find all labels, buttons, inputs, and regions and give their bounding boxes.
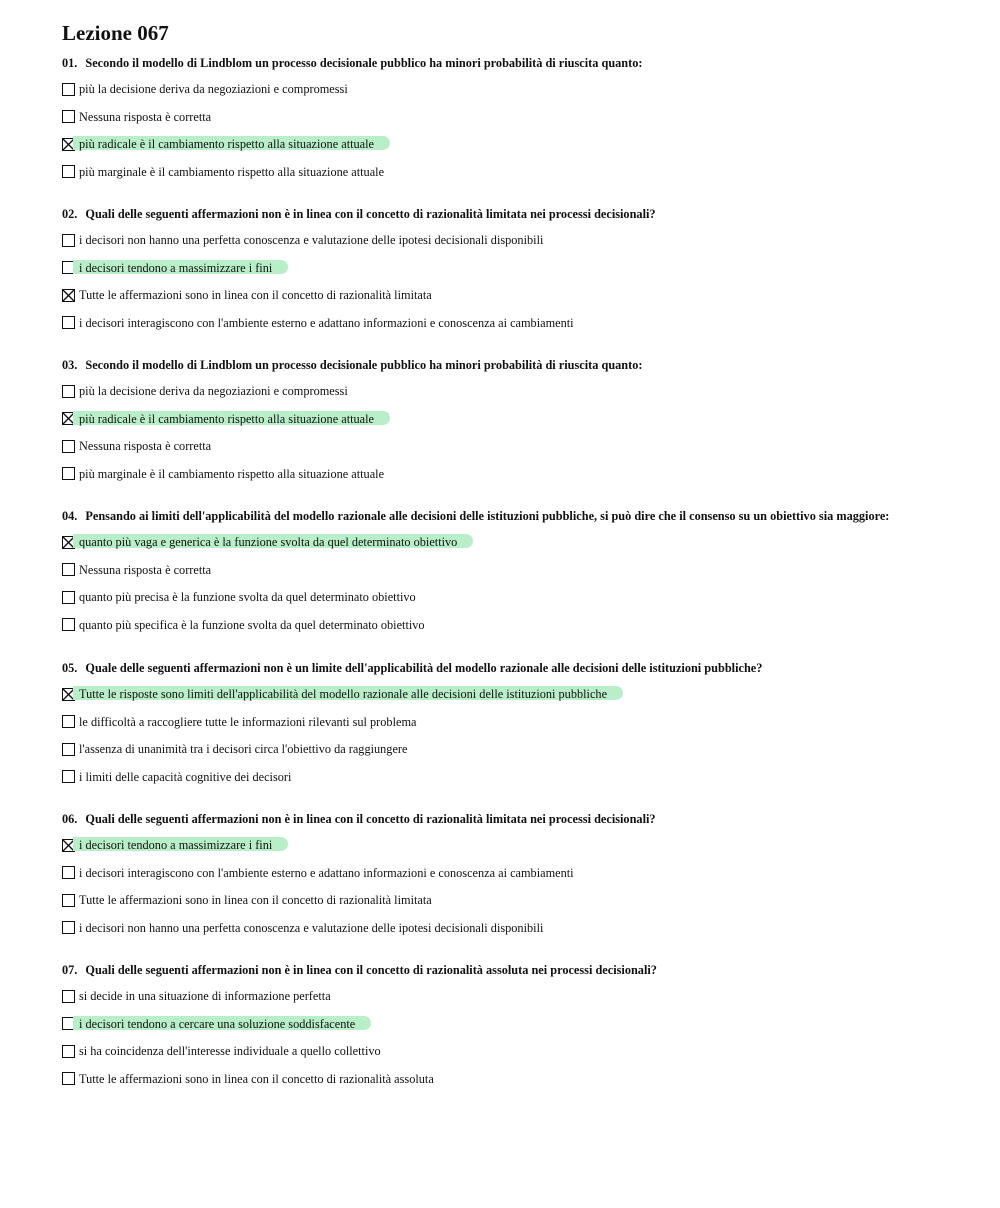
- option-label: i limiti delle capacità cognitive dei decisori: [79, 769, 292, 784]
- answer-option[interactable]: [62, 714, 762, 730]
- option-label: i decisori tendono a cercare una soluzione soddisfacente: [79, 1016, 356, 1031]
- answer-option[interactable]: [62, 534, 889, 550]
- question-label: Pensando ai limiti dell'applicabilità del modello razionale alle decisioni delle istituzioni pubbliche, si può dire che il consenso su un obiettivo sia maggiore:: [85, 509, 890, 523]
- option-label: Tutte le affermazioni sono in linea con il concetto di razionalità assoluta: [79, 1071, 434, 1086]
- checkbox[interactable]: [62, 591, 75, 604]
- answer-option[interactable]: [62, 837, 656, 853]
- answer-option[interactable]: [62, 920, 656, 936]
- option-label-wrap: [79, 740, 407, 758]
- checkbox[interactable]: [62, 316, 75, 329]
- option-label: Nessuna risposta è corretta: [79, 439, 212, 453]
- question-label: Quali delle seguenti affermazioni non è in linea con il concetto di razionalità limitata nei processi decisionali?: [85, 812, 656, 826]
- option-label: i decisori non hanno una perfetta conoscenza e valutazione delle ipotesi decisionali disponibili: [79, 920, 544, 935]
- question-text: [62, 811, 656, 827]
- question-block: [62, 508, 889, 633]
- option-label-wrap: [79, 891, 432, 909]
- question-number: 04.: [62, 509, 78, 523]
- option-label: più la decisione deriva da negoziazioni e compromessi: [79, 82, 348, 96]
- option-label-wrap: [79, 836, 272, 854]
- option-label-wrap: [79, 465, 384, 483]
- option-label: i decisori interagiscono con l'ambiente esterno e adattano informazioni e conoscenza ai cambiamenti: [79, 865, 574, 880]
- question-text: [62, 206, 656, 222]
- answer-option[interactable]: [62, 892, 656, 908]
- option-label-wrap: [79, 135, 374, 153]
- checkbox[interactable]: [62, 715, 75, 728]
- question-number: 05.: [62, 661, 78, 675]
- question-number: 06.: [62, 812, 78, 826]
- answer-option[interactable]: [62, 617, 889, 633]
- question-text: [62, 962, 657, 978]
- option-label-wrap: [79, 231, 543, 249]
- question-label: Secondo il modello di Lindblom un processo decisionale pubblico ha minori probabilità di riuscita quanto:: [85, 56, 643, 70]
- option-label: i decisori tendono a massimizzare i fini: [79, 838, 273, 852]
- option-label: più marginale è il cambiamento rispetto alla situazione attuale: [79, 466, 385, 481]
- answer-option[interactable]: [62, 315, 656, 331]
- answer-option[interactable]: [62, 769, 762, 785]
- checkbox[interactable]: [62, 990, 75, 1003]
- option-label-wrap: [79, 616, 425, 634]
- option-label: Tutte le affermazioni sono in linea con il concetto di razionalità limitata: [79, 288, 432, 302]
- checkbox[interactable]: [62, 894, 75, 907]
- question-text: [62, 660, 762, 676]
- checkbox[interactable]: [62, 1045, 75, 1058]
- question-number: 07.: [62, 963, 78, 977]
- question-text: [62, 357, 643, 373]
- checkbox[interactable]: [62, 921, 75, 934]
- option-label: più marginale è il cambiamento rispetto alla situazione attuale: [79, 164, 385, 179]
- answer-option[interactable]: [62, 136, 643, 152]
- option-label-wrap: [79, 685, 607, 703]
- answer-option[interactable]: [62, 562, 889, 578]
- option-label-wrap: [79, 163, 384, 181]
- answer-option[interactable]: [62, 589, 889, 605]
- option-label-wrap: [79, 259, 272, 277]
- answer-option[interactable]: [62, 1043, 657, 1059]
- answer-option[interactable]: [62, 741, 762, 757]
- answer-option[interactable]: [62, 466, 643, 482]
- question-block: [62, 55, 643, 180]
- checkbox[interactable]: [62, 743, 75, 756]
- option-label: Nessuna risposta è corretta: [79, 562, 212, 577]
- question-block: [62, 206, 656, 331]
- option-label: quanto più precisa è la funzione svolta da quel determinato obiettivo: [79, 590, 416, 604]
- option-label: i decisori non hanno una perfetta conoscenza e valutazione delle ipotesi decisionali disponibili: [79, 233, 544, 247]
- answer-option[interactable]: [62, 865, 656, 881]
- answer-option[interactable]: [62, 383, 643, 399]
- question-number: 02.: [62, 207, 78, 221]
- option-label-wrap: [79, 864, 574, 882]
- checkbox[interactable]: [62, 385, 75, 398]
- checkbox[interactable]: [62, 1072, 75, 1085]
- option-label: si decide in una situazione di informazione perfetta: [79, 989, 331, 1003]
- checkbox[interactable]: [62, 83, 75, 96]
- checkbox[interactable]: [62, 165, 75, 178]
- option-label-wrap: [79, 561, 211, 579]
- option-label-wrap: [79, 768, 291, 786]
- question-block: [62, 962, 657, 1087]
- question-text: [62, 508, 889, 524]
- question-block: [62, 660, 762, 785]
- option-label: l'assenza di unanimità tra i decisori circa l'obiettivo da raggiungere: [79, 742, 408, 756]
- option-label-wrap: [79, 286, 432, 304]
- option-label-wrap: [79, 437, 211, 455]
- option-label-wrap: [79, 987, 331, 1005]
- checkbox[interactable]: [62, 110, 75, 123]
- question-label: Quale delle seguenti affermazioni non è un limite dell'applicabilità del modello razionale alle decisioni delle istituzioni pubbliche?: [85, 661, 763, 675]
- option-label: più radicale è il cambiamento rispetto alla situazione attuale: [79, 411, 375, 426]
- question-block: [62, 357, 643, 482]
- question-text: [62, 55, 643, 71]
- answer-option[interactable]: [62, 81, 643, 97]
- option-label-wrap: [79, 80, 348, 98]
- answer-option[interactable]: [62, 260, 656, 276]
- option-label: più radicale è il cambiamento rispetto alla situazione attuale: [79, 137, 375, 151]
- option-label: Tutte le risposte sono limiti dell'applicabilità del modello razionale alle decisioni delle istituzioni pubbliche: [79, 687, 608, 701]
- option-label-wrap: [79, 588, 416, 606]
- question-number: 01.: [62, 56, 78, 70]
- option-label-wrap: [79, 1070, 434, 1088]
- option-label: più la decisione deriva da negoziazioni e compromessi: [79, 384, 348, 398]
- checkbox[interactable]: [62, 467, 75, 480]
- answer-option[interactable]: [62, 686, 762, 702]
- question-label: Quali delle seguenti affermazioni non è in linea con il concetto di razionalità assoluta nei processi decisionali?: [85, 963, 657, 977]
- checkbox[interactable]: [62, 234, 75, 247]
- answer-option[interactable]: [62, 287, 656, 303]
- option-label-wrap: [79, 382, 348, 400]
- question-label: Secondo il modello di Lindblom un processo decisionale pubblico ha minori probabilità di riuscita quanto:: [85, 358, 643, 372]
- option-label-wrap: [79, 1042, 381, 1060]
- answer-option[interactable]: [62, 1016, 657, 1032]
- checked-checkbox[interactable]: [62, 289, 75, 302]
- checkbox[interactable]: [62, 866, 75, 879]
- option-label: i decisori tendono a massimizzare i fini: [79, 260, 273, 275]
- answer-option[interactable]: [62, 438, 643, 454]
- option-label: le difficoltà a raccogliere tutte le informazioni rilevanti sul problema: [79, 714, 417, 729]
- option-label: si ha coincidenza dell'interesse individuale a quello collettivo: [79, 1044, 381, 1058]
- question-block: [62, 811, 656, 936]
- option-label-wrap: [79, 314, 574, 332]
- option-label-wrap: [79, 1015, 355, 1033]
- question-number: 03.: [62, 358, 78, 372]
- checkbox[interactable]: [62, 440, 75, 453]
- option-label: Tutte le affermazioni sono in linea con il concetto di razionalità limitata: [79, 893, 432, 907]
- answer-option[interactable]: [62, 232, 656, 248]
- option-label: i decisori interagiscono con l'ambiente esterno e adattano informazioni e conoscenza ai cambiamenti: [79, 315, 574, 330]
- option-label-wrap: [79, 410, 374, 428]
- option-label: quanto più specifica è la funzione svolta da quel determinato obiettivo: [79, 617, 425, 632]
- answer-option[interactable]: [62, 109, 643, 125]
- x-mark-icon: [62, 289, 75, 302]
- checkbox[interactable]: [62, 770, 75, 783]
- option-label-wrap: [79, 713, 416, 731]
- answer-option[interactable]: [62, 411, 643, 427]
- answer-option[interactable]: [62, 164, 643, 180]
- option-label: quanto più vaga e generica è la funzione svolta da quel determinato obiettivo: [79, 535, 458, 549]
- answer-option[interactable]: [62, 1071, 657, 1087]
- option-label-wrap: [79, 919, 543, 937]
- option-label: Nessuna risposta è corretta: [79, 109, 212, 124]
- checkbox[interactable]: [62, 618, 75, 631]
- checkbox[interactable]: [62, 563, 75, 576]
- option-label-wrap: [79, 533, 457, 551]
- option-label-wrap: [79, 108, 211, 126]
- question-label: Quali delle seguenti affermazioni non è in linea con il concetto di razionalità limitata nei processi decisionali?: [85, 207, 656, 221]
- answer-option[interactable]: [62, 988, 657, 1004]
- page-title: Lezione 067: [62, 21, 169, 45]
